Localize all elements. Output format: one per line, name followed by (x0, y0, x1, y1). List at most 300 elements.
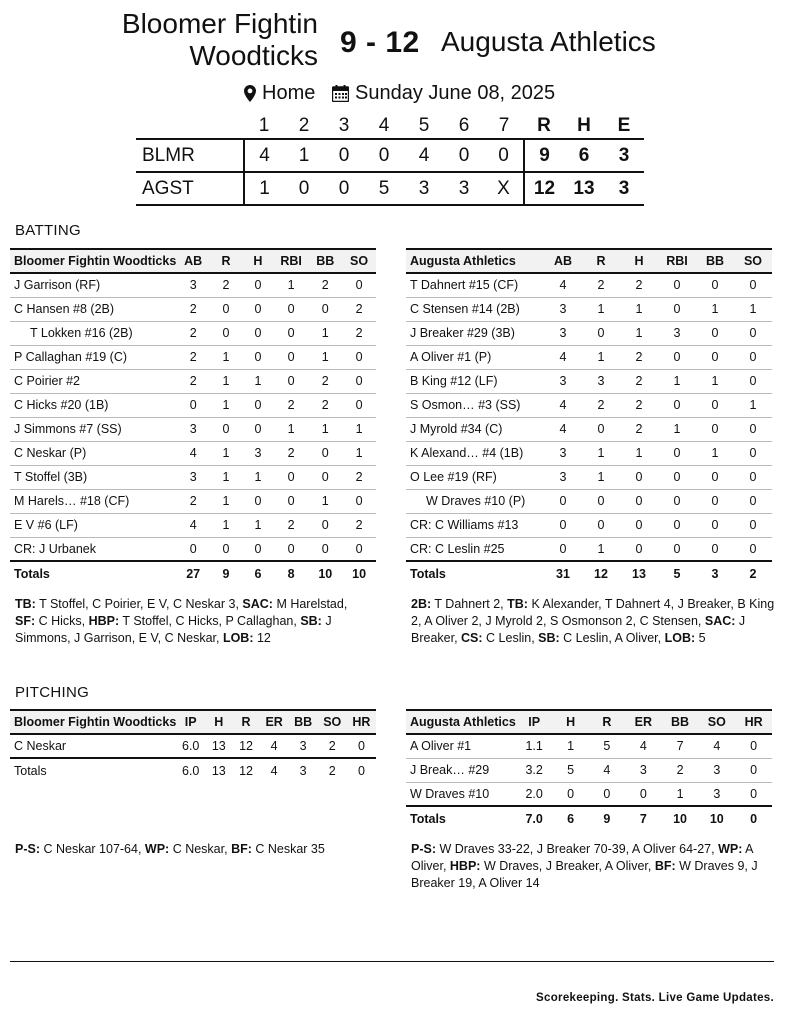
totals-stat: 0 (735, 806, 772, 830)
player-stat: 2 (342, 513, 376, 537)
player-stat: 0 (734, 369, 772, 393)
linescore-inning-header: 6 (458, 115, 470, 136)
stat-header-row (10, 710, 376, 734)
player-stat: 0 (620, 489, 658, 513)
totals-stat: 7 (625, 806, 662, 830)
player-stat: 12 (232, 734, 259, 758)
linescore-inning-runs: 0 (284, 172, 324, 205)
linescore-errors: 3 (604, 139, 644, 172)
note-label: TB: (507, 597, 528, 611)
note-label: SAC: (242, 597, 273, 611)
player-stat: 4 (544, 417, 582, 441)
linescore-inning-runs: 5 (364, 172, 404, 205)
totals-stat: 31 (544, 561, 582, 585)
player-name: T Stoffel (3B) (10, 465, 176, 489)
player-stat: 2 (176, 345, 210, 369)
player-name: A Oliver #1 (406, 734, 516, 758)
linescore-inning-header: 2 (298, 115, 310, 136)
player-stat: 2 (308, 273, 342, 297)
player-stat: 2 (176, 297, 210, 321)
note-label: HBP: (88, 614, 120, 628)
player-stat: 1 (734, 297, 772, 321)
player-stat: 4 (698, 734, 735, 758)
footer-divider (10, 961, 774, 962)
player-name: W Draves #10 (P) (406, 489, 544, 513)
player-stat: 13 (205, 734, 232, 758)
player-stat: 1 (210, 345, 242, 369)
linescore-total-header: R (537, 115, 551, 136)
player-stat: 1 (210, 393, 242, 417)
player-stat: 0 (242, 273, 274, 297)
note-text: J Simmons, J Garrison, E V, C Neskar, (15, 614, 332, 645)
player-stat: 0 (176, 537, 210, 561)
player-stat: 0 (696, 465, 734, 489)
totals-stat: 7.0 (516, 806, 553, 830)
totals-stat: 2 (734, 561, 772, 585)
home-team-name-line2: Woodticks (189, 40, 318, 71)
player-stat: 2 (620, 369, 658, 393)
player-stat: 0 (274, 489, 309, 513)
player-stat: 3 (544, 441, 582, 465)
linescore-inning-runs: 0 (484, 139, 524, 172)
player-stat: 0 (242, 489, 274, 513)
linescore-inning-runs: 1 (284, 139, 324, 172)
linescore-inning-runs: 4 (244, 139, 284, 172)
totals-stat: 12 (582, 561, 620, 585)
totals-stat: 8 (274, 561, 309, 585)
linescore-hits: 13 (564, 172, 604, 205)
player-stat: 0 (620, 537, 658, 561)
totals-stat: 6 (553, 806, 589, 830)
player-stat: 0 (347, 734, 376, 758)
note-text: C Neskar 35 (251, 842, 325, 856)
player-stat: 0 (274, 345, 309, 369)
player-stat: 0 (242, 537, 274, 561)
player-stat: 2 (582, 273, 620, 297)
player-row (406, 393, 772, 417)
player-stat: 3 (698, 758, 735, 782)
stat-header-row (10, 249, 376, 273)
player-stat: 3 (289, 734, 318, 758)
linescore-inning-runs: 0 (444, 139, 484, 172)
player-stat: 2 (176, 321, 210, 345)
totals-stat: 10 (342, 561, 376, 585)
player-name: J Break… #29 (406, 758, 516, 782)
note-label: SF: (15, 614, 36, 628)
stat-column-header: H (205, 710, 232, 734)
player-stat: 0 (342, 345, 376, 369)
stat-column-header: SO (318, 710, 347, 734)
player-stat: 1 (274, 417, 309, 441)
note-text: C Neskar, (169, 842, 232, 856)
player-stat: 2.0 (516, 782, 553, 806)
stat-column-header: SO (734, 249, 772, 273)
player-stat: 0 (734, 321, 772, 345)
player-row (10, 273, 376, 297)
player-row (10, 734, 376, 758)
linescore-inning-header: 1 (258, 115, 270, 136)
player-name: C Hicks #20 (1B) (10, 393, 176, 417)
player-stat: 1 (582, 465, 620, 489)
final-score: 9 - 12 (340, 26, 420, 59)
stat-column-header: IP (516, 710, 553, 734)
player-name: T Lokken #16 (2B) (10, 321, 176, 345)
totals-row (406, 561, 772, 585)
player-stat: 4 (589, 758, 625, 782)
stat-column-header: H (242, 249, 274, 273)
linescore-row (136, 139, 644, 172)
linescore-team-header (136, 114, 244, 139)
player-stat: 1 (582, 441, 620, 465)
player-row (10, 345, 376, 369)
totals-stat: 13 (620, 561, 658, 585)
player-stat: 0 (735, 758, 772, 782)
player-row (406, 537, 772, 561)
player-name: CR: J Urbanek (10, 537, 176, 561)
totals-label: Totals (10, 758, 176, 782)
player-stat: 0 (308, 465, 342, 489)
stat-column-header: SO (342, 249, 376, 273)
player-stat: 0 (658, 537, 696, 561)
player-stat: 3 (625, 758, 662, 782)
player-stat: 1 (696, 441, 734, 465)
player-row (406, 345, 772, 369)
player-stat: 1 (308, 345, 342, 369)
player-stat: 2 (274, 393, 309, 417)
note-label: HBP: (449, 859, 481, 873)
player-row (10, 441, 376, 465)
home-batting-table (10, 248, 376, 585)
player-stat: 4 (260, 734, 289, 758)
stat-column-header: HR (347, 710, 376, 734)
player-stat: 1 (210, 513, 242, 537)
stat-header-row (406, 710, 772, 734)
player-stat: 2 (620, 417, 658, 441)
player-stat: 3 (176, 417, 210, 441)
totals-stat: 9 (210, 561, 242, 585)
player-stat: 2 (308, 369, 342, 393)
player-stat: 0 (242, 321, 274, 345)
player-stat: 0 (210, 537, 242, 561)
player-stat: 0 (274, 465, 309, 489)
player-row (10, 465, 376, 489)
note-label: P-S: (15, 842, 40, 856)
player-stat: 2 (274, 513, 309, 537)
player-stat: 1 (210, 369, 242, 393)
player-stat: 2 (318, 734, 347, 758)
note-text: T Stoffel, C Poirier, E V, C Neskar 3, (35, 597, 243, 611)
note-text: A Oliver, (411, 842, 753, 873)
player-name: C Neskar (P) (10, 441, 176, 465)
player-stat: 0 (342, 273, 376, 297)
player-stat: 1 (658, 369, 696, 393)
totals-stat: 5 (658, 561, 696, 585)
totals-label: Totals (406, 806, 516, 830)
player-stat: 0 (734, 345, 772, 369)
player-stat: 0 (696, 513, 734, 537)
player-stat: 0 (620, 513, 658, 537)
stat-column-header: ER (625, 710, 662, 734)
player-name: J Garrison (RF) (10, 273, 176, 297)
away-team-name: Augusta Athletics (441, 26, 656, 57)
player-stat: 2 (342, 465, 376, 489)
note-text: T Dahnert 2, (431, 597, 508, 611)
note-label: SB: (300, 614, 322, 628)
calendar-icon (332, 85, 349, 102)
player-stat: 0 (696, 345, 734, 369)
player-stat: 3.2 (516, 758, 553, 782)
player-stat: 0 (308, 513, 342, 537)
player-stat: 0 (274, 537, 309, 561)
player-stat: 0 (658, 489, 696, 513)
player-name: T Dahnert #15 (CF) (406, 273, 544, 297)
player-stat: 0 (658, 441, 696, 465)
player-stat: 0 (658, 393, 696, 417)
stat-column-header: R (589, 710, 625, 734)
player-name: E V #6 (LF) (10, 513, 176, 537)
player-stat: 0 (210, 417, 242, 441)
player-name: M Harels… #18 (CF) (10, 489, 176, 513)
player-stat: 3 (544, 321, 582, 345)
linescore-inning-header: 4 (378, 115, 390, 136)
player-stat: 0 (658, 465, 696, 489)
linescore-inning-runs: X (484, 172, 524, 205)
game-info (0, 82, 800, 108)
player-stat: 1 (582, 297, 620, 321)
stat-column-header: BB (696, 249, 734, 273)
player-stat: 0 (696, 537, 734, 561)
note-text: T Stoffel, C Hicks, P Callaghan, (119, 614, 301, 628)
game-location (244, 82, 315, 105)
player-stat: 0 (582, 417, 620, 441)
player-stat: 2 (308, 393, 342, 417)
team-name-header: Augusta Athletics (406, 710, 516, 734)
player-name: C Neskar (10, 734, 176, 758)
player-stat: 0 (308, 441, 342, 465)
player-stat: 6.0 (176, 734, 205, 758)
stat-column-header: RBI (274, 249, 309, 273)
player-stat: 0 (210, 321, 242, 345)
player-row (406, 465, 772, 489)
player-stat: 0 (342, 393, 376, 417)
player-name: J Breaker #29 (3B) (406, 321, 544, 345)
player-stat: 0 (734, 537, 772, 561)
batting-section-title: BATTING (15, 222, 81, 239)
player-stat: 0 (308, 297, 342, 321)
totals-stat: 6.0 (176, 758, 205, 782)
player-stat: 0 (696, 393, 734, 417)
linescore-team: BLMR (136, 139, 244, 172)
player-row (10, 513, 376, 537)
away-pitching-notes (411, 841, 775, 892)
game-date (332, 82, 555, 105)
stat-column-header: BB (662, 710, 699, 734)
linescore-runs: 12 (524, 172, 564, 205)
note-text: C Neskar 107-64, (40, 842, 145, 856)
game-location-text: Home (262, 82, 316, 104)
player-name: S Osmon… #3 (SS) (406, 393, 544, 417)
player-stat: 0 (696, 489, 734, 513)
player-stat: 0 (735, 782, 772, 806)
player-row (406, 297, 772, 321)
stat-column-header: AB (544, 249, 582, 273)
player-stat: 3 (658, 321, 696, 345)
totals-stat: 10 (662, 806, 699, 830)
player-stat: 3 (544, 369, 582, 393)
player-name: CR: C Williams #13 (406, 513, 544, 537)
player-name: W Draves #10 (406, 782, 516, 806)
note-label: 2B: (411, 597, 432, 611)
player-name: C Poirier #2 (10, 369, 176, 393)
player-stat: 2 (176, 489, 210, 513)
player-stat: 1 (342, 441, 376, 465)
stat-column-header: R (232, 710, 259, 734)
totals-stat: 4 (260, 758, 289, 782)
note-label: SAC: (704, 614, 736, 628)
note-label: WP: (718, 842, 743, 856)
stat-column-header: RBI (658, 249, 696, 273)
player-stat: 3 (582, 369, 620, 393)
game-date-text: Sunday June 08, 2025 (355, 82, 556, 104)
player-stat: 0 (734, 465, 772, 489)
note-text: W Draves 9, J Breaker 19, A Oliver 14 (411, 859, 758, 890)
player-stat: 0 (544, 513, 582, 537)
player-row (10, 297, 376, 321)
note-text: J Breaker, (411, 614, 746, 645)
note-text: 12 (253, 631, 271, 645)
linescore-inning-runs: 3 (444, 172, 484, 205)
player-row (10, 369, 376, 393)
player-name: J Myrold #34 (C) (406, 417, 544, 441)
player-stat: 3 (698, 782, 735, 806)
totals-stat: 3 (289, 758, 318, 782)
totals-stat: 10 (698, 806, 735, 830)
home-pitching-notes (15, 841, 375, 858)
player-name: A Oliver #1 (P) (406, 345, 544, 369)
player-stat: 2 (342, 321, 376, 345)
player-stat: 0 (274, 297, 309, 321)
player-stat: 4 (176, 441, 210, 465)
totals-row (10, 561, 376, 585)
player-stat: 0 (242, 297, 274, 321)
player-stat: 0 (734, 417, 772, 441)
totals-stat: 2 (318, 758, 347, 782)
stat-column-header: ER (260, 710, 289, 734)
player-stat: 1 (696, 297, 734, 321)
team-name-header: Bloomer Fightin Woodticks (10, 710, 176, 734)
player-stat: 2 (662, 758, 699, 782)
player-stat: 4 (544, 345, 582, 369)
linescore-row (136, 172, 644, 205)
player-stat: 1 (242, 465, 274, 489)
player-stat: 0 (734, 489, 772, 513)
stat-column-header: BB (308, 249, 342, 273)
player-stat: 4 (544, 273, 582, 297)
team-name-header: Augusta Athletics (406, 249, 544, 273)
player-stat: 0 (582, 489, 620, 513)
linescore-runs: 9 (524, 139, 564, 172)
totals-row (406, 806, 772, 830)
totals-stat: 0 (347, 758, 376, 782)
player-row (10, 417, 376, 441)
player-row (406, 758, 772, 782)
note-text: C Leslin, (482, 631, 539, 645)
note-label: LOB: (664, 631, 696, 645)
player-stat: 0 (735, 734, 772, 758)
totals-stat: 6 (242, 561, 274, 585)
player-stat: 7 (662, 734, 699, 758)
note-text: C Hicks, (35, 614, 89, 628)
linescore-inning-runs: 0 (324, 172, 364, 205)
player-stat: 1 (620, 297, 658, 321)
player-stat: 0 (544, 489, 582, 513)
footer-tagline: Scorekeeping. Stats. Live Game Updates. (536, 992, 774, 1004)
player-row (406, 489, 772, 513)
player-stat: 0 (734, 441, 772, 465)
player-row (10, 321, 376, 345)
linescore-table (136, 114, 644, 206)
player-row (406, 273, 772, 297)
away-batting-table (406, 248, 772, 585)
stat-column-header: IP (176, 710, 205, 734)
away-batting-notes (411, 596, 775, 647)
linescore-inning-runs: 0 (364, 139, 404, 172)
game-header (0, 6, 800, 76)
player-name: B King #12 (LF) (406, 369, 544, 393)
player-name: CR: C Leslin #25 (406, 537, 544, 561)
player-row (406, 513, 772, 537)
linescore-team: AGST (136, 172, 244, 205)
note-text: 5 (695, 631, 706, 645)
player-stat: 4 (544, 393, 582, 417)
player-stat: 1 (662, 782, 699, 806)
player-stat: 0 (242, 345, 274, 369)
linescore-errors: 3 (604, 172, 644, 205)
player-stat: 0 (696, 273, 734, 297)
note-label: BF: (654, 859, 676, 873)
player-stat: 1 (242, 369, 274, 393)
player-stat: 1 (308, 417, 342, 441)
player-stat: 1 (582, 537, 620, 561)
note-label: BF: (231, 842, 252, 856)
player-stat: 1 (658, 417, 696, 441)
player-row (10, 393, 376, 417)
team-name-header: Bloomer Fightin Woodticks (10, 249, 176, 273)
player-stat: 0 (242, 417, 274, 441)
player-name: P Callaghan #19 (C) (10, 345, 176, 369)
player-name: C Stensen #14 (2B) (406, 297, 544, 321)
linescore-inning-header: 3 (338, 115, 350, 136)
linescore-total-header: H (577, 115, 591, 136)
player-row (406, 734, 772, 758)
note-label: LOB: (222, 631, 254, 645)
linescore-total-header: E (617, 115, 631, 136)
player-stat: 5 (553, 758, 589, 782)
note-text: C Leslin, A Oliver, (559, 631, 665, 645)
player-name: K Alexand… #4 (1B) (406, 441, 544, 465)
linescore-inning-runs: 4 (404, 139, 444, 172)
totals-stat: 27 (176, 561, 210, 585)
player-stat: 1 (308, 489, 342, 513)
stat-column-header: SO (698, 710, 735, 734)
home-batting-notes (15, 596, 365, 647)
player-stat: 0 (582, 513, 620, 537)
player-stat: 0 (342, 489, 376, 513)
player-stat: 0 (696, 321, 734, 345)
home-pitching-table (10, 709, 376, 782)
totals-label: Totals (406, 561, 544, 585)
player-name: C Hansen #8 (2B) (10, 297, 176, 321)
